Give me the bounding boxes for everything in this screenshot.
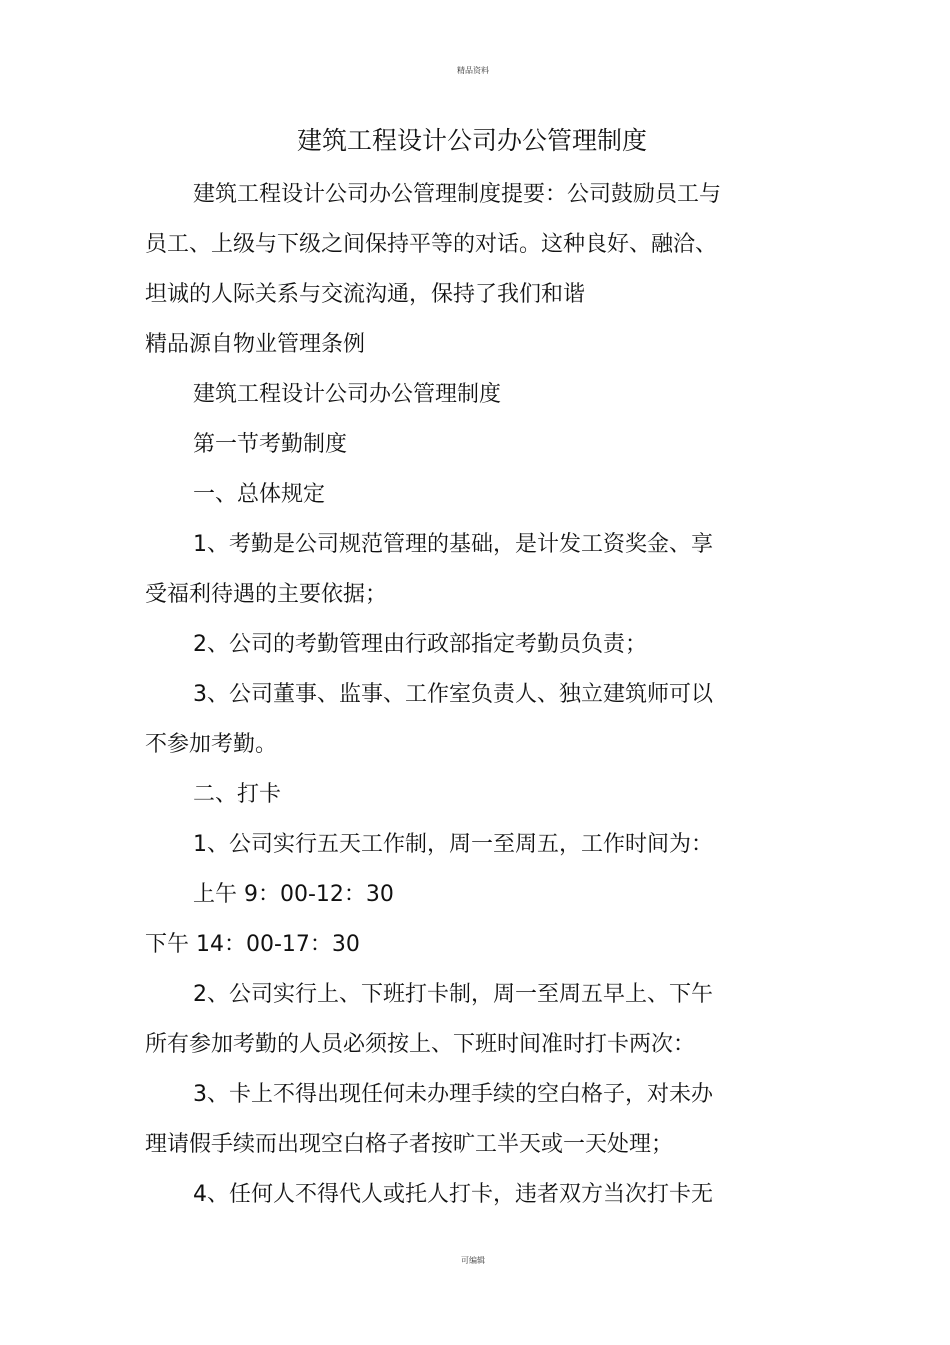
body-line: 1、公司实行五天工作制，周一至周五，工作时间为： (193, 832, 713, 857)
body-line: 上午 9：00-12：30 (193, 882, 394, 907)
body-line: 员工、上级与下级之间保持平等的对话。这种良好、融洽、 (145, 232, 718, 257)
body-line: 3、公司董事、监事、工作室负责人、独立建筑师可以 (193, 682, 713, 707)
body-line: 理请假手续而出现空白格子者按旷工半天或一天处理； (145, 1132, 674, 1157)
body-line: 2、公司实行上、下班打卡制，周一至周五早上、下午 (193, 982, 713, 1007)
body-line: 建筑工程设计公司办公管理制度提要：公司鼓励员工与 (193, 182, 722, 207)
subsection-heading: 二、打卡 (193, 782, 282, 807)
body-line: 下午 14：00-17：30 (145, 932, 360, 957)
page-header-note: 精品资料 (457, 66, 489, 75)
body-line: 坦诚的人际关系与交流沟通，保持了我们和谐 (145, 282, 586, 307)
body-line: 1、考勤是公司规范管理的基础，是计发工资奖金、享 (193, 532, 713, 557)
body-line: 受福利待遇的主要依据； (145, 582, 388, 607)
document-title: 建筑工程设计公司办公管理制度 (296, 126, 647, 155)
subsection-heading: 一、总体规定 (193, 482, 326, 507)
section-heading: 第一节考勤制度 (193, 432, 348, 457)
body-line: 所有参加考勤的人员必须按上、下班时间准时打卡两次： (145, 1032, 696, 1057)
body-line: 2、公司的考勤管理由行政部指定考勤员负责； (193, 632, 647, 657)
body-line: 4、任何人不得代人或托人打卡，违者双方当次打卡无 (193, 1182, 713, 1207)
body-line: 精品源自物业管理条例 (145, 332, 366, 357)
document-body (145, 170, 765, 1220)
body-line: 不参加考勤。 (145, 732, 278, 757)
body-line: 3、卡上不得出现任何未办理手续的空白格子，对未办 (193, 1082, 713, 1107)
page-footer-note: 可编辑 (461, 1256, 485, 1265)
body-line: 建筑工程设计公司办公管理制度 (193, 382, 502, 407)
